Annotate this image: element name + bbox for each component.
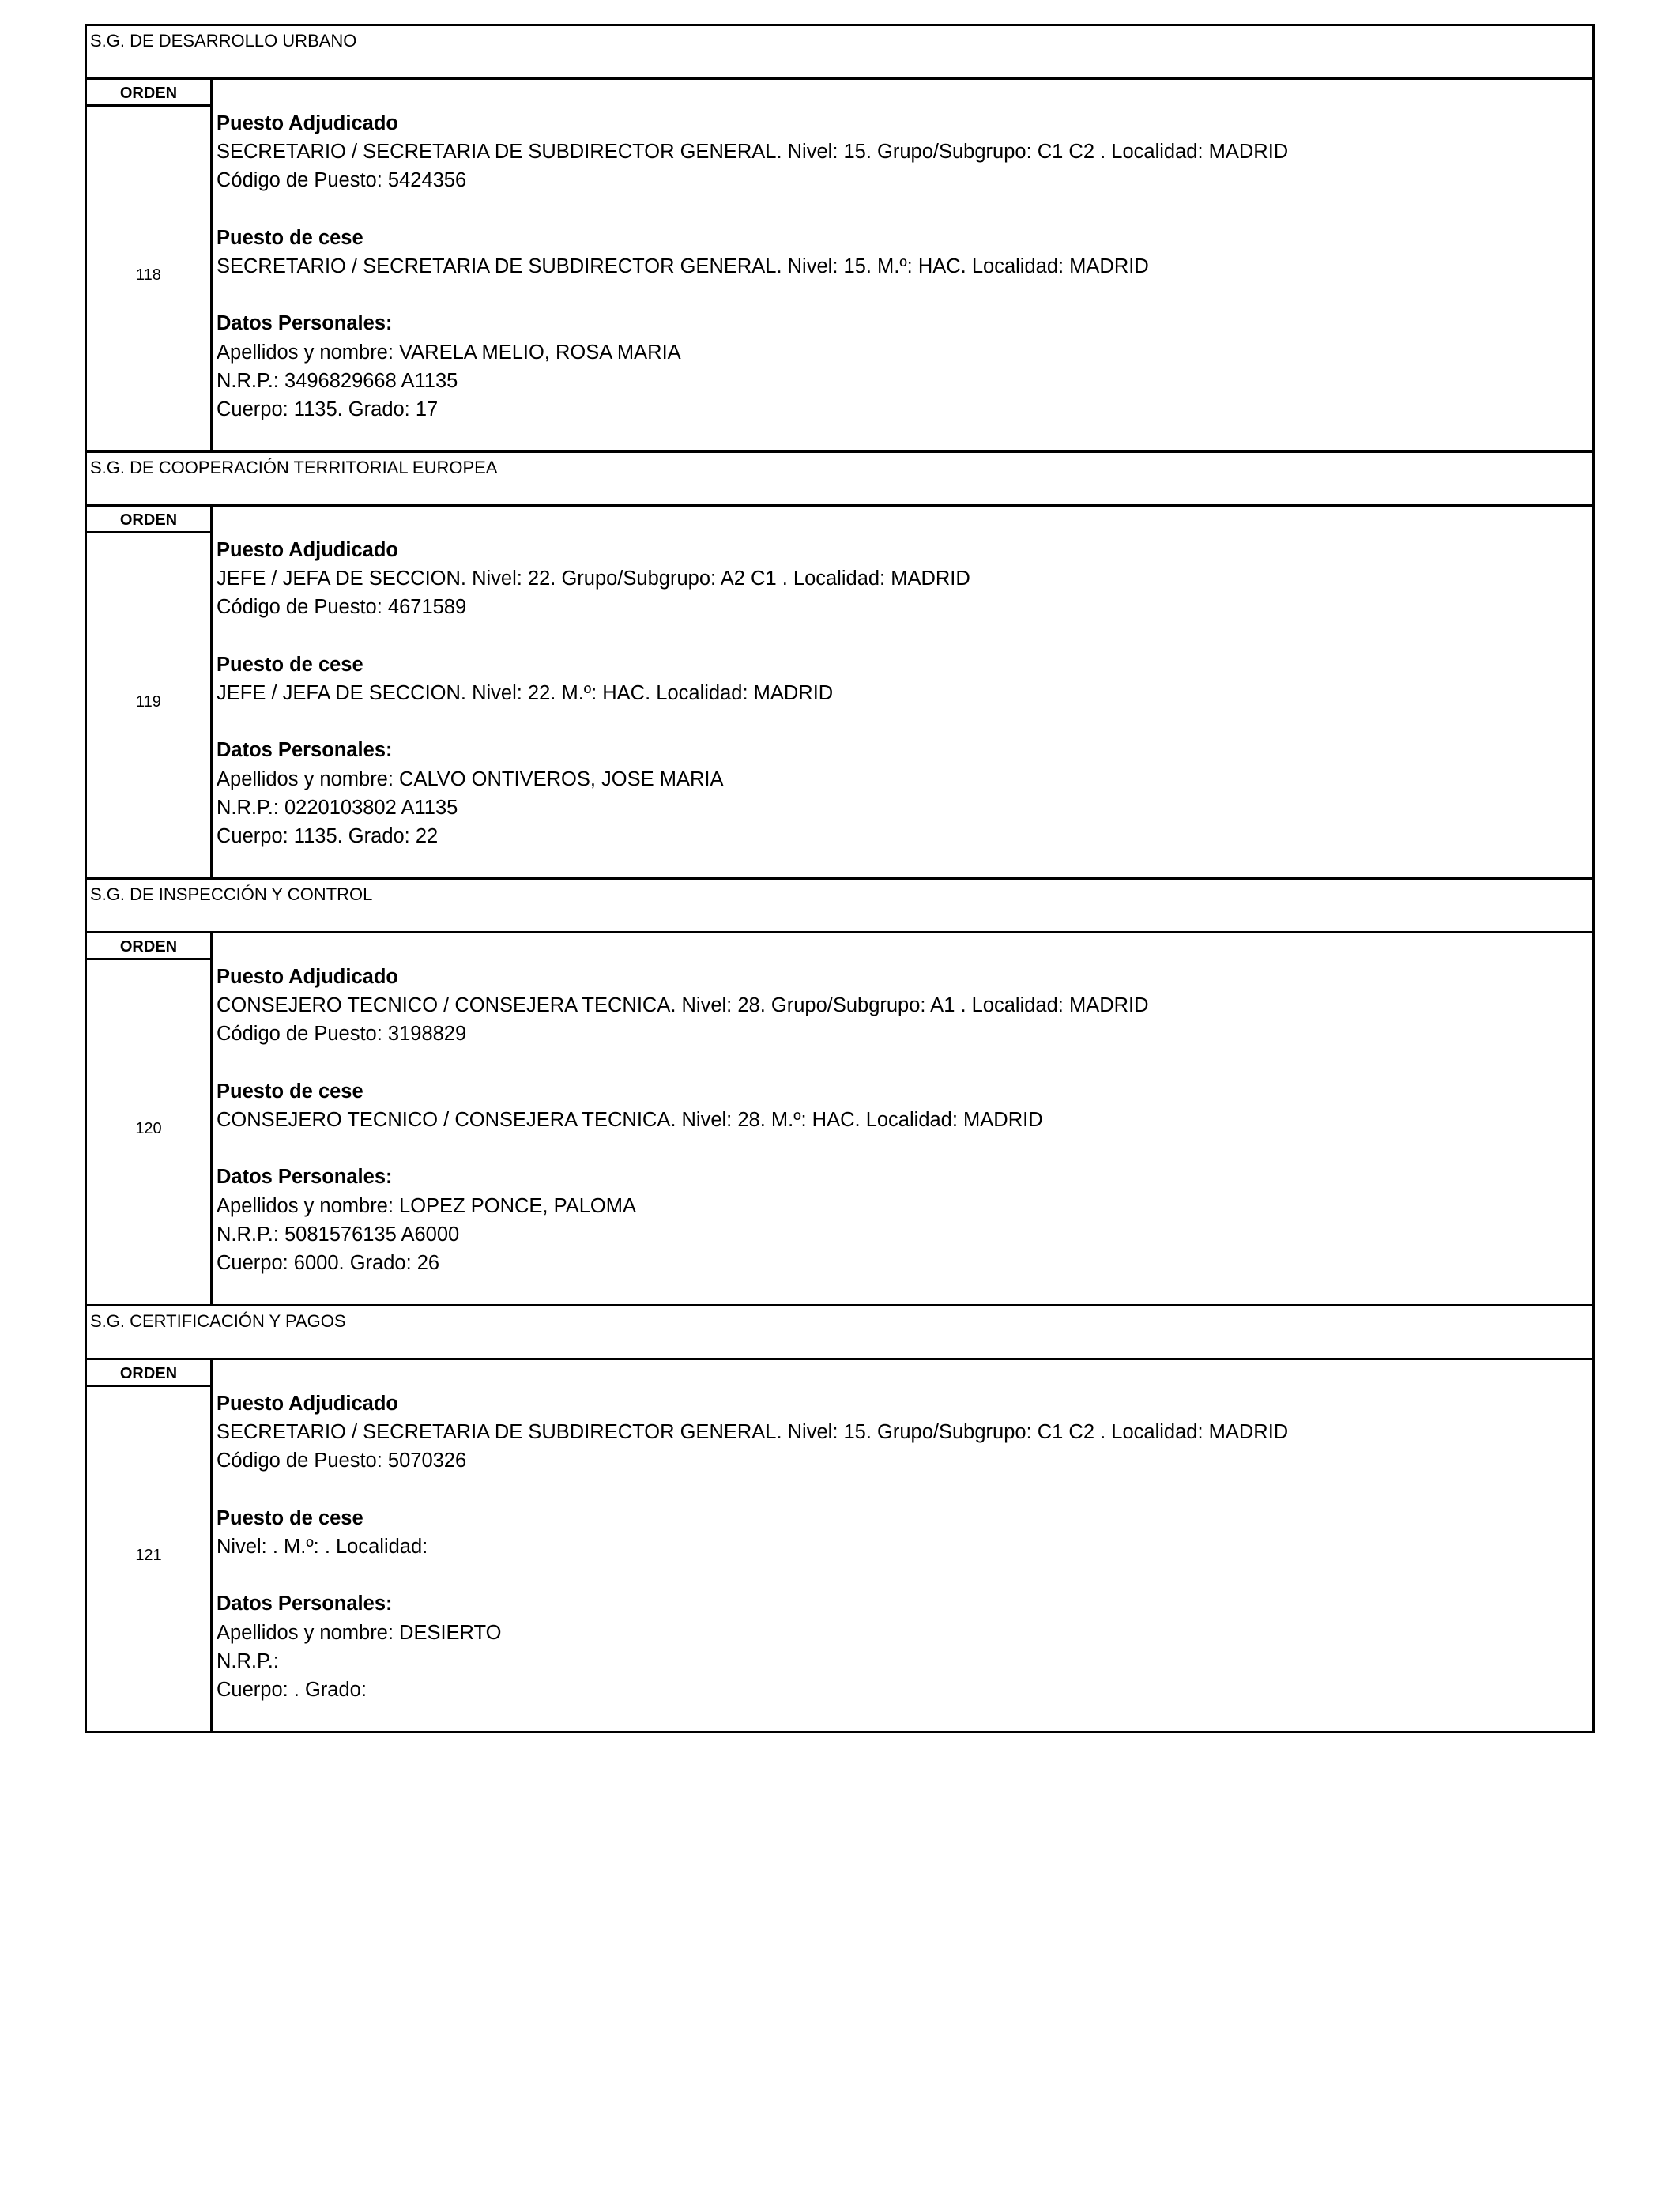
orden-number: 118: [136, 266, 161, 284]
cuerpo-grado: Cuerpo: . Grado:: [217, 1678, 367, 1701]
section-block: [87, 450, 1592, 877]
nrp-number: N.R.P.: 5081576135 A6000: [217, 1223, 460, 1246]
section-block: [87, 877, 1592, 1304]
cese-position: CONSEJERO TECNICO / CONSEJERA TECNICA. Nivel: 28. M.º: HAC. Localidad: MADRID: [217, 1108, 1043, 1131]
personal-data-heading: Datos Personales:: [217, 1166, 393, 1189]
full-name: Apellidos y nombre: LOPEZ PONCE, PALOMA: [217, 1194, 636, 1217]
orden-number: 121: [135, 1547, 162, 1564]
personal-data-heading: Datos Personales:: [217, 312, 393, 335]
spacer: [217, 707, 1592, 736]
orden-column: [87, 80, 213, 450]
cuerpo-grado: Cuerpo: 1135. Grado: 17: [217, 398, 439, 420]
orden-number: 119: [136, 693, 161, 711]
orden-column: [87, 933, 213, 1304]
assignment-table: [85, 24, 1595, 1733]
orden-number: 120: [135, 1120, 162, 1137]
section-title: S.G. DE INSPECCIÓN Y CONTROL: [87, 877, 1592, 933]
section-title: S.G. DE COOPERACIÓN TERRITORIAL EUROPEA: [87, 450, 1592, 507]
cuerpo-grado: Cuerpo: 6000. Grado: 26: [217, 1251, 440, 1274]
adjudicado-position: JEFE / JEFA DE SECCION. Nivel: 22. Grupo/Subgrupo: A2 C1 . Localidad: MADRID: [217, 567, 970, 590]
adjudicado-heading: Puesto Adjudicado: [217, 112, 398, 134]
full-name: Apellidos y nombre: DESIERTO: [217, 1621, 502, 1644]
nrp-number: N.R.P.: 3496829668 A1135: [217, 369, 458, 392]
cese-position: JEFE / JEFA DE SECCION. Nivel: 22. M.º: HAC. Localidad: MADRID: [217, 681, 834, 704]
full-name: Apellidos y nombre: CALVO ONTIVEROS, JOSE MARIA: [217, 767, 724, 790]
entry-details: [213, 933, 1592, 1304]
entry-row: [87, 933, 1592, 1304]
orden-header: ORDEN: [87, 80, 210, 107]
spacer: [217, 1476, 1592, 1504]
spacer: [217, 622, 1592, 650]
section-title: S.G. DE DESARROLLO URBANO: [87, 24, 1592, 80]
position-code: Código de Puesto: 5070326: [217, 1449, 467, 1472]
nrp-number: N.R.P.: 0220103802 A1135: [217, 796, 458, 819]
orden-header: ORDEN: [87, 1360, 210, 1387]
cese-heading: Puesto de cese: [217, 1506, 363, 1529]
orden-header: ORDEN: [87, 933, 210, 960]
entry-row: [87, 80, 1592, 450]
spacer: [217, 1049, 1592, 1077]
section-block: [87, 1304, 1592, 1731]
spacer: [217, 195, 1592, 224]
entry-details: [213, 507, 1592, 877]
personal-data-heading: Datos Personales:: [217, 1593, 393, 1615]
personal-data-heading: Datos Personales:: [217, 739, 393, 762]
cese-heading: Puesto de cese: [217, 653, 363, 676]
adjudicado-heading: Puesto Adjudicado: [217, 1393, 398, 1415]
spacer: [217, 281, 1592, 309]
full-name: Apellidos y nombre: VARELA MELIO, ROSA MARIA: [217, 341, 681, 364]
adjudicado-position: CONSEJERO TECNICO / CONSEJERA TECNICA. Nivel: 28. Grupo/Subgrupo: A1 . Localidad: MADRID: [217, 994, 1149, 1017]
adjudicado-position: SECRETARIO / SECRETARIA DE SUBDIRECTOR GENERAL. Nivel: 15. Grupo/Subgrupo: C1 C2 . Localidad: MADRID: [217, 141, 1289, 164]
adjudicado-position: SECRETARIO / SECRETARIA DE SUBDIRECTOR GENERAL. Nivel: 15. Grupo/Subgrupo: C1 C2 . Localidad: MADRID: [217, 1421, 1289, 1444]
orden-column: [87, 507, 213, 877]
adjudicado-heading: Puesto Adjudicado: [217, 966, 398, 988]
position-code: Código de Puesto: 4671589: [217, 596, 467, 619]
entry-details: [213, 80, 1592, 450]
orden-header: ORDEN: [87, 507, 210, 533]
adjudicado-heading: Puesto Adjudicado: [217, 539, 398, 561]
cuerpo-grado: Cuerpo: 1135. Grado: 22: [217, 824, 439, 847]
spacer: [217, 1561, 1592, 1589]
nrp-number: N.R.P.:: [217, 1649, 279, 1672]
spacer: [217, 1134, 1592, 1163]
cese-position: SECRETARIO / SECRETARIA DE SUBDIRECTOR GENERAL. Nivel: 15. M.º: HAC. Localidad: MADRID: [217, 254, 1149, 277]
entry-details: [213, 1360, 1592, 1731]
entry-row: [87, 507, 1592, 877]
orden-column: [87, 1360, 213, 1731]
position-code: Código de Puesto: 5424356: [217, 169, 467, 192]
entry-row: [87, 1360, 1592, 1731]
cese-heading: Puesto de cese: [217, 1080, 363, 1103]
section-title: S.G. CERTIFICACIÓN Y PAGOS: [87, 1304, 1592, 1360]
cese-position: Nivel: . M.º: . Localidad:: [217, 1535, 428, 1558]
cese-heading: Puesto de cese: [217, 226, 363, 249]
section-block: [87, 24, 1592, 450]
position-code: Código de Puesto: 3198829: [217, 1023, 467, 1046]
